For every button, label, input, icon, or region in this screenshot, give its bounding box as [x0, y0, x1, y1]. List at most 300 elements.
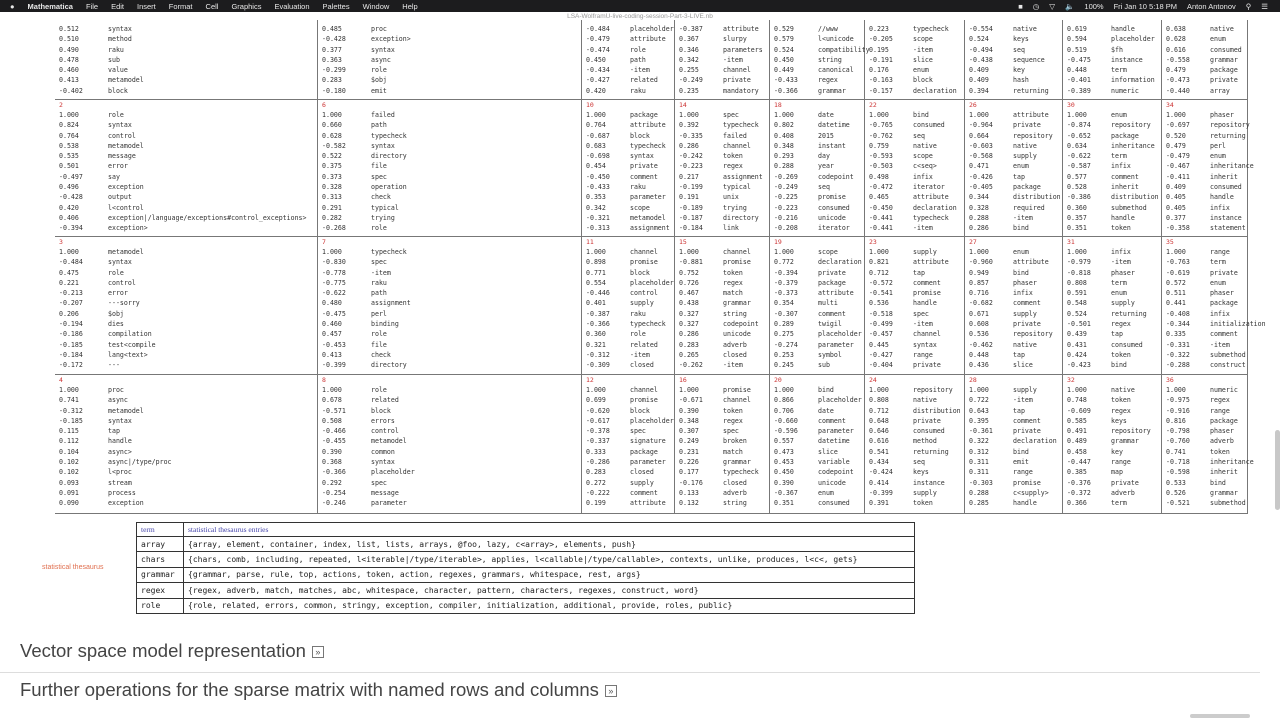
topic-row	[586, 86, 674, 96]
term-label: distribution	[1111, 193, 1159, 202]
term-label: c<supply>	[1013, 488, 1049, 497]
weight-value: 0.288	[774, 162, 794, 171]
term-label: private	[1013, 320, 1041, 329]
apple-menu-icon[interactable]: ●	[10, 1, 15, 11]
term-label: keys	[1013, 35, 1029, 44]
topic-row	[1067, 257, 1161, 267]
term-label: regex	[1111, 320, 1131, 329]
term-label: date	[818, 406, 834, 415]
weight-value: 0.648	[869, 416, 889, 425]
topic-row	[969, 120, 1062, 130]
weight-value: 0.752	[679, 268, 699, 277]
weight-value: -0.874	[1067, 121, 1091, 130]
topic-row	[774, 298, 864, 308]
term-label: array	[1210, 86, 1230, 95]
topic-row	[869, 395, 964, 405]
topic-row	[1067, 86, 1161, 96]
weight-value: -0.541	[869, 289, 893, 298]
topic-row	[869, 278, 964, 288]
topic-row	[969, 110, 1062, 120]
term-label: -item	[630, 350, 650, 359]
term-label: token	[723, 268, 743, 277]
weight-value: 0.508	[322, 416, 342, 425]
menu-list-icon[interactable]: ☰	[1261, 1, 1268, 11]
term-label: consumed	[818, 203, 850, 212]
topic-row	[969, 247, 1062, 257]
weight-value: 0.479	[1166, 66, 1186, 75]
horizontal-scrollbar[interactable]	[1190, 714, 1250, 718]
topic-row	[1067, 24, 1161, 34]
record-icon[interactable]: ■	[1018, 1, 1023, 11]
weight-value: -0.762	[869, 131, 893, 140]
topic-row	[969, 45, 1062, 55]
topic-row	[869, 247, 964, 257]
topic-row	[1067, 426, 1161, 436]
topic-row	[774, 45, 870, 55]
expand-section-icon[interactable]: »	[605, 685, 617, 697]
term-label: codepoint	[818, 468, 854, 477]
term-label: channel	[723, 248, 751, 256]
weight-value: -0.312	[59, 406, 83, 415]
term-label: tap	[1013, 406, 1025, 415]
topic-row	[1166, 223, 1247, 233]
term-label: infix	[1210, 309, 1230, 318]
topic-row	[322, 426, 581, 436]
weight-value: 0.217	[679, 172, 699, 181]
topic-row	[586, 172, 674, 182]
topic-row	[969, 478, 1062, 488]
weight-value: -0.698	[586, 152, 610, 161]
weight-value: 0.821	[869, 258, 889, 267]
term-label: -item	[913, 320, 933, 329]
menu-edit[interactable]: Edit	[111, 1, 124, 11]
weight-value: -0.172	[59, 361, 83, 370]
weight-value: -0.372	[1067, 488, 1091, 497]
topic-row	[59, 213, 317, 223]
section-vector-space-model[interactable]	[20, 640, 324, 662]
topic-row	[969, 213, 1062, 223]
term-label: syntax	[371, 458, 395, 467]
term-label: placeholder	[1111, 35, 1155, 44]
volume-icon[interactable]: 🔈	[1065, 1, 1075, 11]
entries-cell: {regex, adverb, match, matches, abc, whitespace, character, pattern, characters, regexes, construct, word}	[184, 583, 915, 598]
topic-row	[869, 268, 964, 278]
weight-value: 0.438	[679, 299, 699, 308]
term-label: channel	[723, 141, 751, 150]
entries-cell: {grammar, parse, rule, top, actions, token, action, regexes, grammars, whitespace, rest, args}	[184, 567, 915, 582]
term-label: value	[108, 66, 128, 75]
weight-value: 0.524	[1067, 309, 1087, 318]
weight-value: 0.528	[1067, 183, 1087, 192]
term-label: assignment	[630, 224, 670, 233]
battery-status[interactable]: 100%	[1084, 1, 1104, 11]
term-label: range	[1111, 458, 1131, 467]
term-label: iterator	[913, 183, 945, 192]
weight-value: 0.453	[774, 458, 794, 467]
term-label: closed	[630, 361, 654, 370]
topic-cell	[675, 237, 770, 374]
topic-row	[869, 151, 964, 161]
wifi-icon[interactable]: ▽	[1049, 1, 1056, 11]
weight-value: 1.000	[869, 386, 889, 394]
term-label: phaser	[1210, 289, 1234, 298]
weight-value: -0.881	[679, 258, 703, 267]
section-further-operations[interactable]	[20, 679, 617, 701]
term-label: range	[913, 350, 933, 359]
weight-value: 0.431	[1067, 340, 1087, 349]
topic-row	[59, 478, 317, 488]
term-label: comment	[1210, 330, 1238, 339]
topic-row	[59, 309, 317, 319]
weight-value: 0.327	[679, 309, 699, 318]
weight-value: 0.536	[969, 330, 989, 339]
topic-row	[869, 406, 964, 416]
weight-value: -0.299	[322, 66, 346, 75]
weight-value: 0.519	[1067, 45, 1087, 54]
term-label: parameter	[818, 427, 854, 436]
topic-row	[969, 182, 1062, 192]
weight-value: -0.286	[586, 458, 610, 467]
topic-row	[869, 203, 964, 213]
term-label: enum	[1210, 152, 1226, 161]
menu-graphics[interactable]: Graphics	[231, 1, 262, 11]
topic-row	[679, 65, 769, 75]
topic-row	[969, 457, 1062, 467]
topic-index: 30	[1067, 101, 1075, 109]
topic-row	[59, 467, 317, 477]
term-label: canonical	[818, 66, 854, 75]
term-label: repository	[1210, 121, 1250, 130]
term-label: tap	[1013, 350, 1025, 359]
topic-row	[1067, 182, 1161, 192]
topic-row	[59, 498, 317, 508]
weight-value: 0.091	[59, 488, 79, 497]
topic-row	[969, 192, 1062, 202]
search-icon[interactable]: ⚲	[1245, 1, 1252, 11]
weight-value: -0.687	[586, 131, 610, 140]
term-label: enum	[1210, 278, 1226, 287]
weight-value: 0.480	[322, 299, 342, 308]
weight-value: 0.307	[679, 427, 699, 436]
term-label: numeric	[1210, 386, 1238, 394]
weight-value: 0.949	[969, 268, 989, 277]
topic-row	[59, 131, 317, 141]
topic-row	[774, 151, 864, 161]
topic-row	[774, 86, 864, 96]
term-label: compilation	[108, 330, 152, 339]
topic-row	[59, 120, 317, 130]
weight-value: 0.275	[774, 330, 794, 339]
term-label: stream	[108, 478, 132, 487]
term-label: instant	[818, 141, 846, 150]
topic-row	[679, 329, 769, 339]
weight-value: 0.409	[1166, 183, 1186, 192]
topic-row	[1166, 172, 1247, 182]
weight-value: 0.646	[869, 427, 889, 436]
topic-row	[586, 55, 674, 65]
term-label: error	[108, 289, 128, 298]
weight-value: 0.628	[322, 131, 342, 140]
topic-row	[774, 406, 864, 416]
term-label: path	[371, 289, 387, 298]
weight-value: -0.331	[1166, 340, 1190, 349]
weight-value: 1.000	[774, 248, 794, 256]
menu-insert[interactable]: Insert	[137, 1, 156, 11]
term-label: comment	[1013, 416, 1041, 425]
term-cell: chars	[137, 552, 184, 567]
topic-row	[1067, 65, 1161, 75]
topic-row	[1067, 436, 1161, 446]
topic-row	[969, 151, 1062, 161]
weight-value: 0.293	[774, 152, 794, 161]
weight-value: 0.699	[586, 396, 606, 405]
topic-row	[586, 340, 674, 350]
weight-value: -0.394	[774, 268, 798, 277]
table-row	[137, 567, 915, 582]
weight-value: -0.447	[1067, 458, 1091, 467]
topic-row	[869, 488, 964, 498]
term-label: async	[108, 396, 128, 405]
menu-help[interactable]: Help	[402, 1, 418, 11]
topic-row	[59, 278, 317, 288]
term-label: infix	[1111, 248, 1131, 256]
topic-cell	[865, 375, 965, 513]
topic-row	[59, 55, 317, 65]
weight-value: 0.348	[774, 141, 794, 150]
term-label: control	[108, 278, 136, 287]
topic-row	[679, 436, 769, 446]
weight-value: -0.778	[322, 268, 346, 277]
user-name[interactable]: Anton Antonov	[1186, 1, 1236, 11]
weight-value: 0.450	[774, 468, 794, 477]
menu-app-name[interactable]: Mathematica	[27, 1, 73, 11]
term-label: spec	[371, 258, 387, 267]
term-label: seq	[913, 131, 925, 140]
menu-evaluation[interactable]: Evaluation	[274, 1, 310, 11]
topic-row	[586, 395, 674, 405]
topic-row	[59, 340, 317, 350]
term-label: path	[371, 121, 387, 130]
term-label: supply	[1111, 299, 1135, 308]
term-label: numeric	[1111, 86, 1139, 95]
term-label: regex	[723, 278, 743, 287]
term-label: typical	[371, 203, 399, 212]
term-label: proc	[108, 386, 124, 394]
weight-value: -0.386	[1067, 193, 1091, 202]
term-label: sub	[108, 55, 120, 64]
topic-row	[869, 110, 964, 120]
weight-value: -0.312	[586, 350, 610, 359]
weight-value: 1.000	[322, 111, 342, 119]
weight-value: 0.288	[969, 213, 989, 222]
weight-value: -0.622	[1067, 152, 1091, 161]
topic-row	[1166, 141, 1247, 151]
term-label: placeholder	[630, 416, 674, 425]
weight-value: -0.484	[586, 25, 610, 33]
topic-row	[586, 141, 674, 151]
term-label: $obj	[108, 309, 124, 318]
clock-datetime[interactable]: Fri Jan 10 5:18 PM	[1113, 1, 1177, 11]
term-label: supply	[1013, 309, 1037, 318]
topic-cell	[582, 100, 675, 236]
weight-value: -0.366	[322, 468, 346, 477]
weight-value: 0.683	[586, 141, 606, 150]
term-label: regex	[818, 76, 838, 85]
term-label: directory	[723, 213, 759, 222]
weight-value: 0.535	[59, 152, 79, 161]
weight-value: -0.619	[1166, 268, 1190, 277]
weight-value: -0.494	[969, 45, 993, 54]
term-label: role	[371, 66, 387, 75]
topic-row	[969, 319, 1062, 329]
weight-value: -0.501	[1067, 320, 1091, 329]
term-label: promise	[723, 258, 751, 267]
weight-value: 1.000	[1166, 386, 1186, 394]
topic-row	[1067, 192, 1161, 202]
term-label: range	[1210, 406, 1230, 415]
term-label: distribution	[1013, 193, 1061, 202]
topic-cell	[965, 375, 1063, 513]
term-label: broken	[723, 437, 747, 446]
menu-format[interactable]: Format	[168, 1, 193, 11]
term-label: infix	[1210, 203, 1230, 212]
topic-row	[586, 34, 674, 44]
weight-value: 0.478	[59, 55, 79, 64]
term-label: unix	[723, 193, 739, 202]
menu-bar	[0, 0, 1280, 12]
topic-row	[59, 203, 317, 213]
topic-row	[869, 319, 964, 329]
topic-row	[774, 288, 864, 298]
weight-value: 1.000	[586, 111, 606, 119]
weight-value: 0.414	[869, 478, 889, 487]
topic-row	[586, 319, 674, 329]
menu-window[interactable]: Window	[362, 1, 390, 11]
term-label: method	[108, 35, 132, 44]
topic-row	[774, 498, 864, 508]
topic-index: 27	[969, 238, 977, 246]
menu-file[interactable]: File	[85, 1, 99, 11]
topic-row	[969, 161, 1062, 171]
term-label: tap	[1013, 172, 1025, 181]
term-label: inheritance	[1210, 458, 1254, 467]
expand-section-icon[interactable]: »	[312, 646, 324, 658]
weight-value: 0.619	[1067, 25, 1087, 33]
weight-value: 1.000	[969, 386, 989, 394]
term-label: declaration	[818, 258, 862, 267]
weight-value: 1.000	[774, 386, 794, 394]
topic-cell	[55, 20, 318, 99]
weight-value: 0.857	[969, 278, 989, 287]
term-label: bind	[818, 386, 834, 394]
weight-value: 0.522	[322, 152, 342, 161]
menu-palettes[interactable]: Palettes	[322, 1, 350, 11]
topic-row	[679, 213, 769, 223]
topic-row	[1166, 467, 1247, 477]
term-label: bind	[1013, 268, 1029, 277]
weight-value: 0.722	[969, 396, 989, 405]
term-label: channel	[913, 330, 941, 339]
topic-row	[586, 247, 674, 257]
term-cell: grammar	[137, 567, 184, 582]
topic-row	[1166, 498, 1247, 508]
topic-row	[969, 416, 1062, 426]
term-label: private	[1210, 268, 1238, 277]
topic-row	[869, 288, 964, 298]
term-label: metamodel	[108, 141, 144, 150]
topic-row	[679, 192, 769, 202]
topic-index: 24	[869, 376, 877, 384]
vertical-scrollbar[interactable]	[1275, 430, 1280, 510]
term-label: promise	[630, 396, 658, 405]
term-label: adverb	[723, 488, 747, 497]
topic-row	[969, 298, 1062, 308]
topic-row	[969, 329, 1062, 339]
topic-row	[322, 34, 581, 44]
term-label: string	[818, 55, 842, 64]
weight-value: 0.199	[586, 499, 606, 508]
topic-row	[322, 360, 581, 370]
weight-value: -0.660	[774, 416, 798, 425]
term-label: phaser	[1111, 268, 1135, 277]
topic-row	[1166, 55, 1247, 65]
topic-index: 35	[1166, 238, 1174, 246]
term-label: placeholder	[818, 330, 862, 339]
term-label: native	[1111, 386, 1135, 394]
topic-row	[59, 360, 317, 370]
weight-value: 1.000	[1166, 111, 1186, 119]
term-label: bind	[913, 111, 929, 119]
weight-value: 0.536	[869, 299, 889, 308]
topic-index: 20	[774, 376, 782, 384]
term-label: inherit	[1111, 183, 1139, 192]
topic-row	[322, 182, 581, 192]
weight-value: 1.000	[322, 248, 342, 256]
term-label: attribute	[1013, 111, 1049, 119]
topic-row	[322, 65, 581, 75]
section-title[interactable]: Vector space model representation	[20, 640, 306, 661]
clock-icon[interactable]: ◷	[1032, 1, 1040, 11]
weight-value: -0.558	[1166, 55, 1190, 64]
topic-row	[1067, 457, 1161, 467]
weight-value: 0.548	[1067, 299, 1087, 308]
topic-row	[969, 288, 1062, 298]
weight-value: 0.292	[322, 478, 342, 487]
weight-value: 0.360	[1067, 203, 1087, 212]
section-title[interactable]: Further operations for the sparse matrix with named rows and columns	[20, 679, 599, 700]
topic-index: 3	[59, 238, 63, 246]
topic-row	[679, 268, 769, 278]
term-label: sequence	[1013, 55, 1045, 64]
weight-value: 0.524	[774, 45, 794, 54]
weight-value: -0.313	[586, 224, 610, 233]
weight-value: -0.408	[1166, 309, 1190, 318]
weight-value: -0.191	[869, 55, 893, 64]
topic-row	[774, 55, 864, 65]
topic-row	[1067, 309, 1161, 319]
weight-value: 0.286	[969, 224, 989, 233]
topic-row	[1067, 340, 1161, 350]
menu-cell[interactable]: Cell	[205, 1, 219, 11]
topic-row	[1166, 478, 1247, 488]
topic-row	[322, 340, 581, 350]
term-label: spec	[371, 172, 387, 181]
topic-row	[322, 131, 581, 141]
topic-row	[774, 385, 864, 395]
term-label: bind	[1013, 447, 1029, 456]
term-label: supply	[630, 478, 654, 487]
weight-value: 0.385	[1067, 468, 1087, 477]
